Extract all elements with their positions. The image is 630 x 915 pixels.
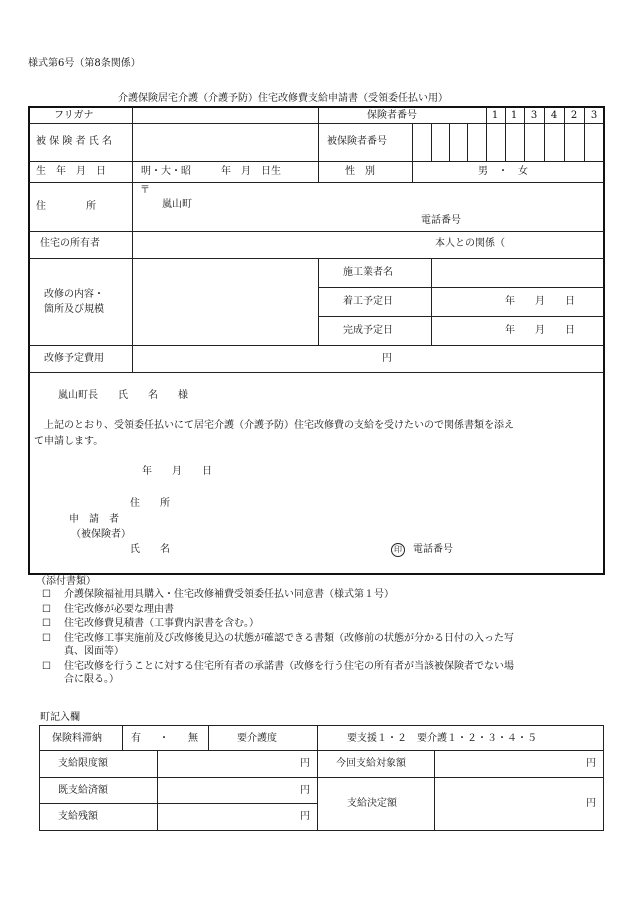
- checkbox[interactable]: ☐: [42, 589, 51, 600]
- insurer-digit: 4: [550, 110, 558, 121]
- delinquent-label: 保険料滞納: [52, 733, 102, 744]
- insurer-digit: 1: [491, 110, 499, 121]
- attachments-heading: （添付書類）: [36, 576, 96, 587]
- care-level-values: 要支援１・２ 要介護１・２・３・４・５: [347, 733, 537, 744]
- renovation-label-2: 箇所及び規模: [44, 304, 104, 315]
- attachment-item-cont: 真、図面等）: [64, 646, 124, 657]
- checkbox[interactable]: ☐: [42, 618, 51, 629]
- end-date-ymd: 年 月 日: [505, 325, 575, 336]
- sex-value: 男 ・ 女: [478, 166, 528, 177]
- form-number: 様式第6号（第8条関係）: [28, 58, 141, 69]
- applicant-address-label: 住 所: [130, 498, 170, 509]
- limit-yen: 円: [300, 758, 310, 769]
- delinquent-yes: 有: [131, 733, 141, 744]
- checkbox[interactable]: ☐: [42, 633, 51, 644]
- application-date: 年 月 日: [142, 466, 212, 477]
- already-paid-yen: 円: [300, 785, 310, 796]
- start-date-ymd: 年 月 日: [505, 296, 575, 307]
- attachment-item: 住宅改修が必要な理由書: [64, 604, 174, 615]
- start-date-label: 着工予定日: [343, 296, 393, 307]
- cost-yen: 円: [382, 353, 392, 364]
- decided-yen: 円: [586, 798, 596, 809]
- this-target-yen: 円: [586, 758, 596, 769]
- delinquent-dot: ・: [159, 733, 169, 744]
- this-target-label: 今回支給対象額: [336, 758, 406, 769]
- insurer-number-label: 保険者番号: [367, 110, 417, 121]
- remaining-yen: 円: [300, 811, 310, 822]
- insured-name-label: 被 保 険 者 氏 名: [36, 136, 112, 147]
- checkbox[interactable]: ☐: [42, 604, 51, 615]
- insured-paren: （被保険者）: [71, 529, 131, 540]
- remaining-label: 支給残額: [58, 811, 98, 822]
- insurer-digit: 1: [510, 110, 518, 121]
- insurer-digit: 3: [590, 110, 598, 121]
- insured-number-label: 被保険者番号: [327, 136, 387, 147]
- town-section-heading: 町記入欄: [40, 712, 80, 723]
- applicant-name-label: 氏 名: [130, 544, 170, 555]
- owner-label: 住宅の所有者: [40, 238, 100, 249]
- attachment-item-cont: 合に限る。）: [64, 674, 119, 685]
- cost-label: 改修予定費用: [44, 353, 104, 364]
- decided-label: 支給決定額: [347, 798, 397, 809]
- limit-label: 支給限度額: [58, 758, 108, 769]
- statement-line-1: 上記のとおり、受領委任払いにて居宅介護（介護予防）住宅改修費の支給を受けたいので関係書類を添え: [44, 420, 514, 431]
- sex-label: 性 別: [345, 166, 375, 177]
- seal-mark: 印: [391, 543, 405, 557]
- contractor-label: 施工業者名: [343, 267, 393, 278]
- applicant-label: 申 請 者: [69, 514, 119, 525]
- addressee: 嵐山町長 氏 名 様: [58, 390, 188, 401]
- postal-mark: 〒: [140, 185, 150, 196]
- dob-value: 明・大・昭 年 月 日生: [141, 166, 281, 177]
- checkbox[interactable]: ☐: [42, 661, 51, 672]
- phone-label: 電話番号: [421, 215, 461, 226]
- dob-label: 生 年 月 日: [36, 166, 106, 177]
- already-paid-label: 既支給済額: [58, 785, 108, 796]
- statement-line-2: て申請します。: [34, 436, 104, 447]
- form-title: 介護保険居宅介護（介護予防）住宅改修費支給申請書（受領委任払い用）: [118, 93, 448, 104]
- renovation-label: 改修の内容・: [44, 289, 104, 300]
- insurer-digit: 3: [530, 110, 538, 121]
- relation-label: 本人との関係（: [435, 238, 505, 249]
- insurer-digit: 2: [570, 110, 578, 121]
- attachment-item: 住宅改修費見積書（工事費内訳書を含む。）: [64, 618, 259, 629]
- delinquent-no: 無: [188, 733, 198, 744]
- town-name: 嵐山町: [162, 199, 192, 210]
- address-label: 住 所: [36, 201, 96, 212]
- attachment-item: 住宅改修を行うことに対する住宅所有者の承諾書（改修を行う住宅の所有者が当該被保険者でない場: [64, 661, 514, 672]
- attachment-item: 住宅改修工事実施前及び改修後見込の状態が確認できる書類（改修前の状態が分かる日付の入った写: [64, 633, 514, 644]
- end-date-label: 完成予定日: [343, 325, 393, 336]
- care-level-label: 要介護度: [237, 733, 277, 744]
- applicant-phone-label: 電話番号: [413, 544, 453, 555]
- furigana-label: フリガナ: [54, 110, 94, 121]
- attachment-item: 介護保険福祉用具購入・住宅改修補費受領委任払い同意書（様式第１号）: [64, 589, 394, 600]
